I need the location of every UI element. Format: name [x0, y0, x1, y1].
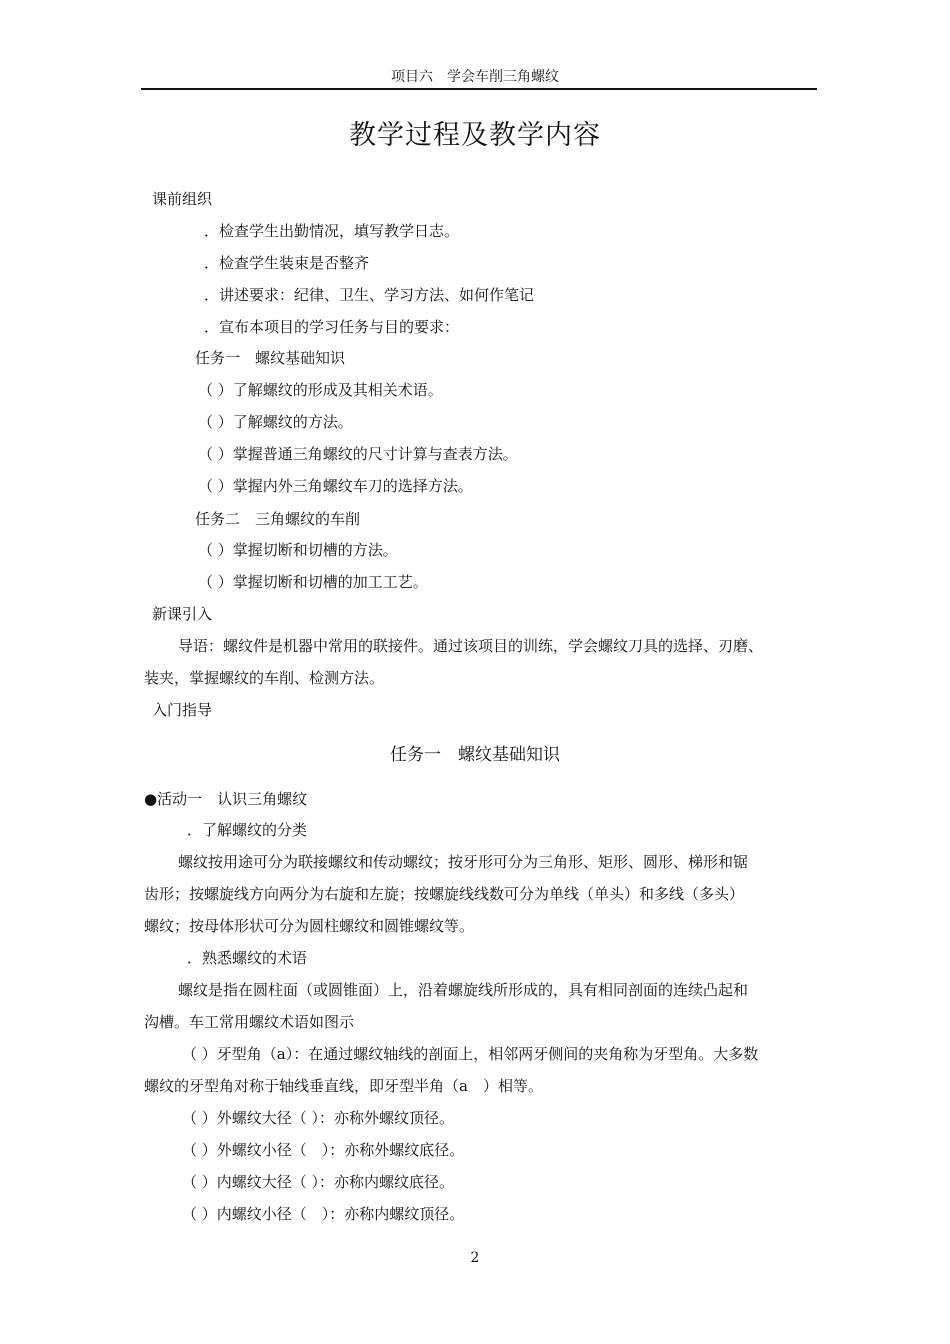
task-heading: 任务二 三角螺纹的车削	[195, 510, 361, 528]
subsection-heading: ．熟悉螺纹的术语	[187, 949, 308, 967]
list-item: （ ）内螺纹大径（ ）：亦称内螺纹底径。	[182, 1173, 455, 1191]
subsection-heading: ．了解螺纹的分类	[187, 821, 308, 839]
list-item: （ ）了解螺纹的形成及其相关术语。	[198, 381, 443, 399]
page-title: 教学过程及教学内容	[349, 120, 601, 151]
list-item: （ ）掌握切断和切槽的加工工艺。	[198, 573, 428, 591]
list-item: ．检查学生出勤情况，填写教学日志。	[204, 222, 460, 240]
list-item: ．讲述要求：纪律、卫生、学习方法、如何作笔记	[204, 286, 535, 304]
paragraph-line: 螺纹按用途可分为联接螺纹和传动螺纹；按牙形可分为三角形、矩形、圆形、梯形和锯	[178, 853, 749, 871]
list-item: （ ）外螺纹小径（ ）：亦称外螺纹底径。	[182, 1141, 465, 1159]
paragraph-line: 螺纹的牙型角对称于轴线垂直线，即牙型半角（a ）相等。	[144, 1077, 543, 1095]
section-heading: 入门指导	[152, 701, 213, 719]
paragraph-line: （ ）牙型角（a）：在通过螺纹轴线的剖面上，相邻两牙侧间的夹角称为牙型角。大多数	[182, 1045, 759, 1063]
page-number: 2	[470, 1250, 480, 1266]
task-heading: 任务一 螺纹基础知识	[195, 349, 346, 367]
activity-heading: ●活动一 认识三角螺纹	[144, 790, 308, 808]
list-item: （ ）外螺纹大径（ ）：亦称外螺纹顶径。	[182, 1109, 455, 1127]
list-item: （ ）掌握切断和切槽的方法。	[198, 541, 398, 559]
paragraph-line: 螺纹；按母体形状可分为圆柱螺纹和圆锥螺纹等。	[144, 917, 475, 935]
task-title: 任务一 螺纹基础知识	[390, 745, 560, 765]
list-item: （ ）掌握普通三角螺纹的尺寸计算与查表方法。	[198, 445, 518, 463]
list-item: ．检查学生装束是否整齐	[204, 254, 370, 272]
section-heading: 课前组织	[152, 190, 213, 208]
paragraph-line: 导语：螺纹件是机器中常用的联接件。通过该项目的训练，学会螺纹刀具的选择、刃磨、	[178, 637, 764, 655]
paragraph-line: 沟槽。车工常用螺纹术语如图示	[144, 1013, 355, 1031]
section-heading: 新课引入	[152, 605, 213, 623]
paragraph-line: 装夹，掌握螺纹的车削、检测方法。	[144, 669, 385, 687]
list-item: （ ）掌握内外三角螺纹车刀的选择方法。	[198, 477, 473, 495]
list-item: （ ）内螺纹小径（ ）：亦称内螺纹顶径。	[182, 1205, 465, 1223]
running-header: 项目六 学会车削三角螺纹	[391, 69, 559, 85]
paragraph-line: 齿形；按螺旋线方向两分为右旋和左旋；按螺旋线线数可分为单线（单头）和多线（多头）	[144, 885, 745, 903]
paragraph-line: 螺纹是指在圆柱面（或圆锥面）上，沿着螺旋线所形成的，具有相同剖面的连续凸起和	[178, 981, 749, 999]
list-item: ．宣布本项目的学习任务与目的要求：	[204, 318, 460, 336]
list-item: （ ）了解螺纹的方法。	[198, 413, 353, 431]
header-rule	[141, 88, 817, 90]
